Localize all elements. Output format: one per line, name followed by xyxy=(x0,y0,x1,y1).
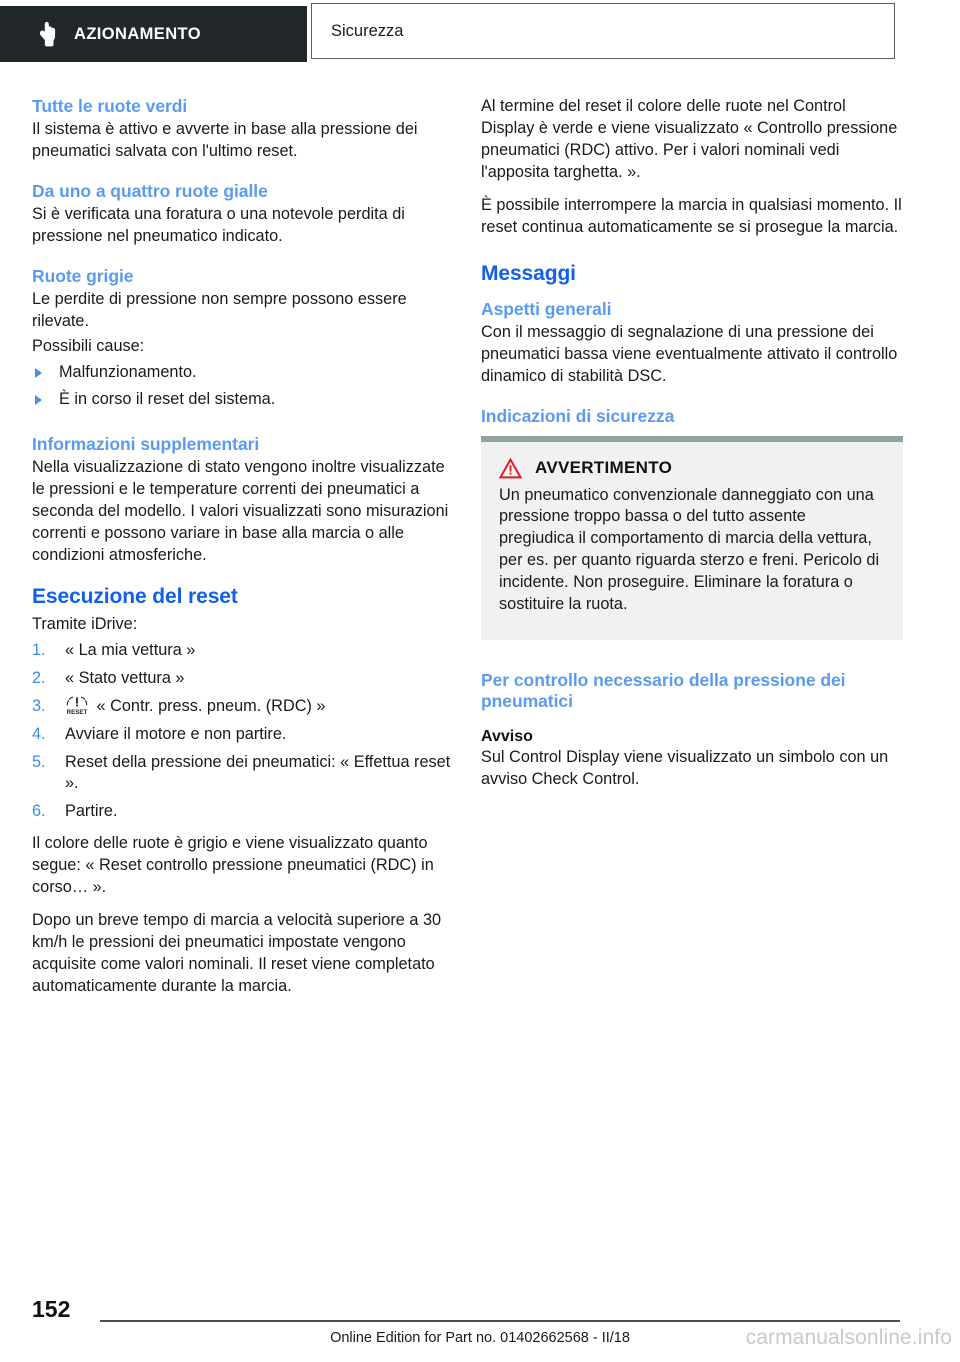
warning-body: Un pneumatico convenzionale danneggiato con una pressione troppo bassa o del tutto assente pregiudica il comportamento di marcia della vettura, per es. per quanto riguarda sterzo e freni. Pericolo di incidente. Non proseguire. Eliminare la foratura o sostituire la ruota. xyxy=(499,485,880,614)
heading-messaggi: Messaggi xyxy=(481,262,576,286)
list-item xyxy=(32,752,454,796)
list-item xyxy=(32,389,454,411)
step-number: 1. xyxy=(32,640,46,659)
triangle-bullet-icon xyxy=(35,368,42,378)
list-item-label: Malfunzionamento. xyxy=(59,363,197,382)
step-number: 3. xyxy=(32,696,46,715)
heading-ruote-grigie: Ruote grigie xyxy=(32,265,134,286)
paragraph-possibili-cause: Possibili cause: xyxy=(32,337,145,356)
paragraph-avviso: Sul Control Display viene visualizzato un simbolo con un avviso Check Control. xyxy=(481,748,889,789)
spacer xyxy=(32,174,454,181)
step-number: 4. xyxy=(32,724,46,743)
list-item xyxy=(32,668,454,690)
step-label: « Stato vettura » xyxy=(65,668,185,687)
pointing-hand-icon xyxy=(36,21,58,47)
spacer xyxy=(32,421,454,434)
spacer xyxy=(481,292,903,299)
spacer xyxy=(32,578,454,585)
triangle-bullet-icon xyxy=(35,395,42,405)
warning-title: AVVERTIMENTO xyxy=(535,458,673,478)
warning-header xyxy=(499,458,883,479)
step-number: 2. xyxy=(32,668,46,687)
paragraph-colore-ruote-grigio: Il colore delle ruote è grigio e viene visualizzato quanto segue: « Reset controllo pressione pneumatici (RDC) in corso… ». xyxy=(32,834,434,897)
heading-esecuzione-del-reset: Esecuzione del reset xyxy=(32,584,238,608)
page-number: 152 xyxy=(32,1296,71,1322)
heading-tutte-le-ruote-verdi: Tutte le ruote verdi xyxy=(32,96,188,116)
list-item xyxy=(32,640,454,662)
section-tab-label: AZIONAMENTO xyxy=(74,24,201,43)
page-header xyxy=(0,0,960,72)
rdc-reset-icon xyxy=(65,696,89,715)
right-column xyxy=(481,96,903,802)
spacer xyxy=(481,399,903,406)
step-number: 5. xyxy=(32,752,46,771)
paragraph-ruote-gialle: Si è verificata una foratura o una notevole perdita di pressione nel pneumatico indicato. xyxy=(32,204,405,245)
heading-aspetti-generali: Aspetti generali xyxy=(481,298,612,319)
section-tab-azionamento[interactable] xyxy=(0,6,307,62)
page-footer xyxy=(0,1286,960,1362)
spacer xyxy=(481,651,903,670)
footer-watermark: carmanualsonline.info xyxy=(745,1326,952,1349)
footer-divider xyxy=(100,1320,900,1322)
step-label: « La mia vettura » xyxy=(65,640,196,659)
step-label: Partire. xyxy=(65,802,118,821)
spacer xyxy=(32,259,454,266)
heading-per-controllo-necessario: Per controllo necessario della pressione dei pneumatici xyxy=(481,669,846,711)
heading-avviso: Avviso xyxy=(481,727,533,745)
step-label: Reset della pressione dei pneumatici: « Effettua reset ». xyxy=(65,752,451,793)
paragraph-informazioni-supplementari: Nella visualizzazione di stato vengono inoltre visualizzate le pressioni e le temperature correnti dei pneumatici a seconda del modello. I valori visualizzati sono misurazioni correnti e possono variare in base alla marcia o alle condizioni atmosferiche. xyxy=(32,458,449,564)
subsection-tab-sicurezza[interactable] xyxy=(311,3,895,59)
left-column xyxy=(32,96,454,1009)
step-number: 6. xyxy=(32,802,46,821)
warning-box xyxy=(481,436,903,640)
subsection-tab-label: Sicurezza xyxy=(331,21,404,40)
warning-triangle-icon xyxy=(499,458,522,479)
paragraph-interrompere-marcia: È possibile interrompere la marcia in qualsiasi momento. Il reset continua automaticamente se si prosegue la marcia. xyxy=(481,195,902,236)
footer-edition-note: Online Edition for Part no. 01402662568 - II/18 xyxy=(330,1330,630,1346)
spacer xyxy=(481,429,903,436)
paragraph-tramite-idrive: Tramite iDrive: xyxy=(32,615,138,634)
step-label: « Contr. press. pneum. (RDC) » xyxy=(96,696,326,715)
heading-indicazioni-di-sicurezza: Indicazioni di sicurezza xyxy=(481,405,675,426)
paragraph-al-termine-del-reset: Al termine del reset il colore delle ruote nel Control Display è verde e viene visualizzato « Controllo pressione pneumatici (RDC) attivo. Per i valori nominali vedi l'apposita targhetta. ». xyxy=(481,97,898,181)
list-possibili-cause xyxy=(32,362,454,411)
heading-ruote-gialle: Da uno a quattro ruote gialle xyxy=(32,180,268,201)
spacer xyxy=(481,249,903,262)
paragraph-aspetti-generali: Con il messaggio di segnalazione di una pressione dei pneumatici bassa viene eventualmente attivato il controllo dinamico di stabilità DSC. xyxy=(481,322,898,385)
paragraph-dopo-breve-tempo: Dopo un breve tempo di marcia a velocità superiore a 30 km/h le pressioni dei pneumatici impostate vengono acquisite come valori nominali. Il reset viene completato automaticamente durante la marcia. xyxy=(32,911,442,995)
svg-text:RESET: RESET xyxy=(66,708,88,715)
list-reset-steps xyxy=(32,640,454,823)
list-item xyxy=(32,724,454,746)
paragraph-ruote-grigie: Le perdite di pressione non sempre possono essere rilevate. xyxy=(32,289,407,330)
list-item xyxy=(32,801,454,823)
list-item xyxy=(32,696,454,718)
spacer xyxy=(481,714,903,727)
list-item xyxy=(32,362,454,384)
list-item-label: È in corso il reset del sistema. xyxy=(59,390,276,409)
step-label: Avviare il motore e non partire. xyxy=(65,724,287,743)
paragraph-ruote-verdi: Il sistema è attivo e avverte in base alla pressione dei pneumatici salvata con l'ultimo reset. xyxy=(32,120,418,160)
heading-informazioni-supplementari: Informazioni supplementari xyxy=(32,434,260,455)
